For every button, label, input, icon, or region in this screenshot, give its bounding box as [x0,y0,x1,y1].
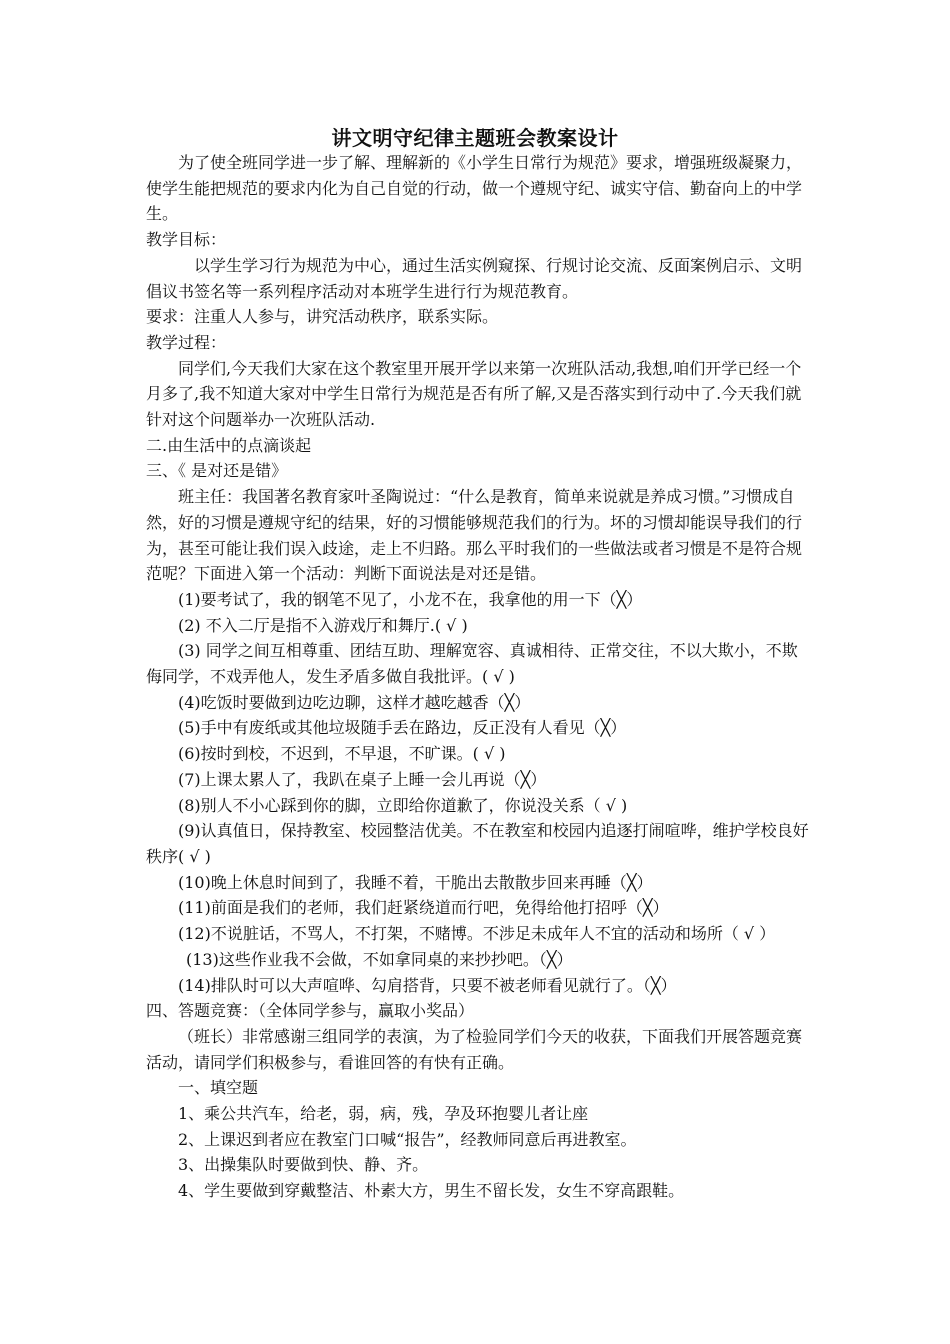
judgment-item: (13)这些作业我不会做，不如拿同桌的来抄抄吧。（╳） [186,949,573,969]
judgment-item: (2) 不入二厅是指不入游戏厅和舞厅.( √ ) [178,615,468,635]
judgment-item: (1)要考试了，我的钢笔不见了，小龙不在，我拿他的用一下（╳） [178,589,643,609]
section-heading: 四、答题竞赛：（全体同学参与，赢取小奖品） [146,1001,475,1021]
process-heading: 教学过程： [146,332,227,352]
section-heading: 二.由生活中的点滴谈起 [146,435,312,455]
document-body [146,150,810,1204]
judgment-item: (7)上课太累人了，我趴在桌子上睡一会儿再说（╳） [178,769,547,789]
judgment-item: (9)认真值日，保持教室、校园整洁优美。不在教室和校园内追逐打闹喧哗，维护学校良好秩序( √ ) [146,821,809,866]
judgment-item: (8)别人不小心踩到你的脚，立即给你道歉了，你说没关系（ √ ) [178,795,628,815]
judgment-item: (11)前面是我们的老师，我们赶紧绕道而行吧，免得给他打招呼（╳） [178,898,669,918]
process-paragraph: 同学们,今天我们大家在这个教室里开展开学以来第一次班队活动,我想,咱们开学已经一个月多了,我不知道大家对中学生日常行为规范是否有所了解,又是否落实到行动中了.今天我们就针对这个问题举办一次班队活动. [146,358,802,430]
judgment-item: (12)不说脏话，不骂人，不打架，不赌博。不涉足未成年人不宜的活动和场所（ √ ） [178,924,776,944]
teacher-speech: 班主任：我国著名教育家叶圣陶说过：“什么是教育，简单来说就是养成习惯。”习惯成自然，好的习惯是遵规守纪的结果，好的习惯能够规范我们的行为。坏的习惯却能误导我们的行为，甚至可能让我们误入歧途，走上不归路。那么平时我们的一些做法或者习惯是不是符合规范呢？下面进入第一个活动：判断下面说法是对还是错。 [146,487,803,584]
judgment-item: (10)晚上休息时间到了，我睡不着，干脆出去散散步回来再睡（╳） [178,872,653,892]
judgment-item: (3) 同学之间互相尊重、团结互助、理解宽容、真诚相待、正常交往，不以大欺小，不欺侮同学，不戏弄他人，发生矛盾多做自我批评。( √ ) [146,641,798,687]
monitor-speech: （班长）非常感谢三组同学的表演，为了检验同学们今天的收获，下面我们开展答题竞赛活动，请同学们积极参与，看谁回答的有快有正确。 [146,1026,803,1072]
judgment-item: (5)手中有废纸或其他垃圾随手丢在路边，反正没有人看见（╳） [178,718,627,738]
intro-paragraph: 为了使全班同学进一步了解、理解新的《小学生日常行为规范》要求，增强班级凝聚力，使学生能把规范的要求内化为自己自觉的行动，做一个遵规守纪、诚实守信、勤奋向上的中学生。 [146,153,803,224]
fill-item: 1、乘公共汽车，给老，弱，病，残，孕及环抱婴儿者让座 [178,1104,589,1124]
document-title: 讲文明守纪律主题班会教案设计 [331,126,619,150]
goal-paragraph: 以学生学习行为规范为中心，通过生活实例窥探、行规讨论交流、反面案例启示、文明倡议书签名等一系列程序活动对本班学生进行行为规范教育。 [146,255,803,301]
goal-heading: 教学目标： [146,230,227,250]
fill-item: 4、学生要做到穿戴整洁、朴素大方，男生不留长发，女生不穿高跟鞋。 [178,1181,685,1201]
section-heading: 三、《 是对还是错》 [146,461,288,481]
fill-item: 3、出操集队时要做到快、静、齐。 [178,1155,429,1175]
judgment-item: (4)吃饭时要做到边吃边聊，这样才越吃越香（╳） [178,692,531,712]
fill-heading: 一、填空题 [178,1078,259,1098]
fill-item: 2、上课迟到者应在教室门口喊“报告”，经教师同意后再进教室。 [178,1129,637,1149]
judgment-item: (14)排队时可以大声喧哗、勾肩搭背，只要不被老师看见就行了。（╳） [178,975,677,995]
judgment-item: (6)按时到校，不迟到，不早退，不旷课。( √ ) [178,744,506,764]
requirement-line: 要求：注重人人参与，讲究活动秩序，联系实际。 [146,307,499,327]
